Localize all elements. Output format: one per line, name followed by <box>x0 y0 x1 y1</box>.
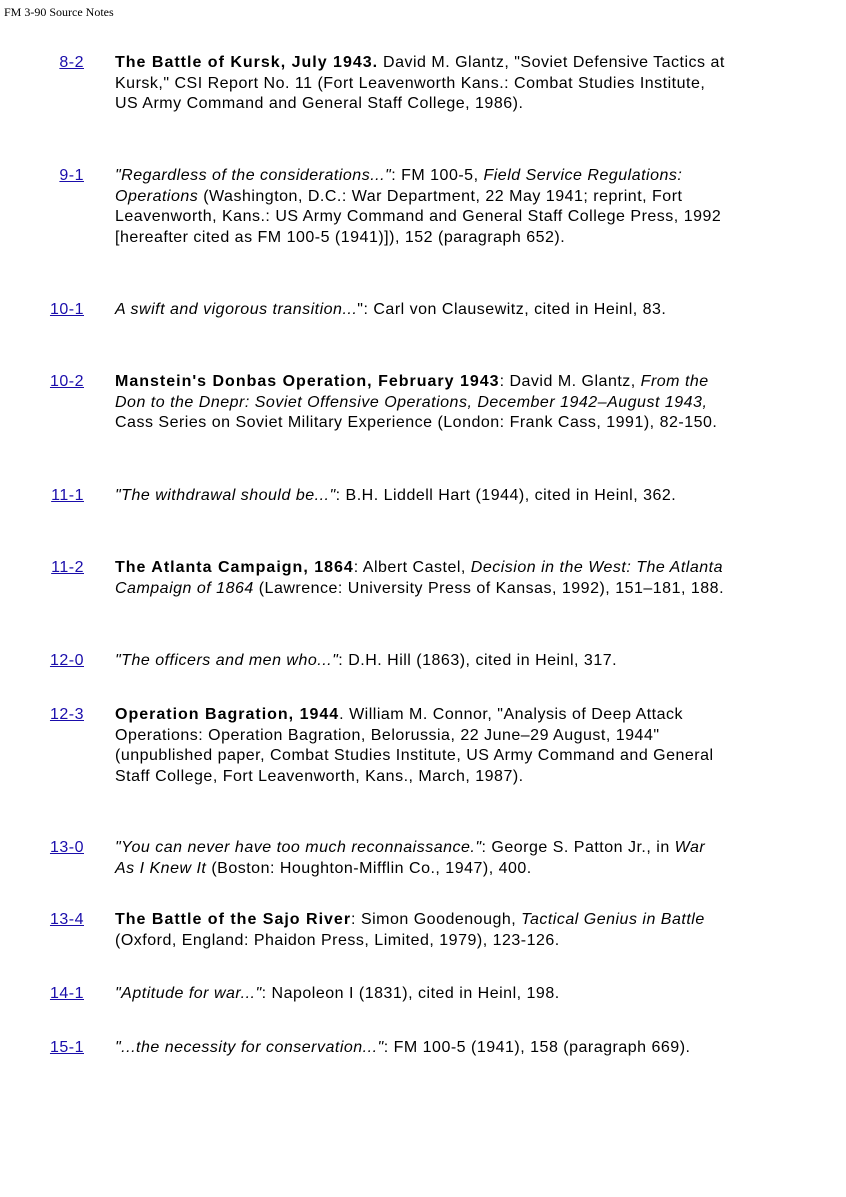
note-ref-link[interactable]: 9-1 <box>59 167 84 184</box>
note-title: Manstein's Donbas Operation, February 1943 <box>115 373 500 390</box>
page-header: FM 3-90 Source Notes <box>4 5 114 19</box>
note-ref-link[interactable]: 13-4 <box>49 911 84 928</box>
note-ref-link[interactable]: 10-1 <box>49 301 84 318</box>
note-ref-link[interactable]: 15-1 <box>49 1039 84 1056</box>
note-text: "...the necessity for conservation...": FM 100-5 (1941), 158 (paragraph 669). <box>115 1039 691 1056</box>
note-text: Manstein's Donbas Operation, February 1943: David M. Glantz, From the Don to the Dnepr: Soviet Offensive Operations, December 1942–August 1943, Cass Series on Soviet Military Experience (London: Frank Cass, 1991), 82-150. <box>115 373 718 431</box>
note-text: Operation Bagration, 1944. William M. Connor, "Analysis of Deep Attack Operations: Operation Bagration, Belorussia, 22 June–29 August, 1944" (unpublished paper, Combat Studies Institute, US Army Command and General Staff College, Fort Leavenworth, Kans., March, 1987). <box>115 706 714 785</box>
note-ref-link[interactable]: 12-3 <box>49 706 84 723</box>
note-ref-link[interactable]: 10-2 <box>49 373 84 390</box>
note-text: "The officers and men who...": D.H. Hill (1863), cited in Heinl, 317. <box>115 652 618 669</box>
note-title: The Atlanta Campaign, 1864 <box>115 559 354 576</box>
note-text: The Atlanta Campaign, 1864: Albert Castel, Decision in the West: The Atlanta Campaign of 1864 (Lawrence: University Press of Kansas, 1992), 151–181, 188. <box>115 559 725 597</box>
note-ref-link[interactable]: 11-2 <box>51 559 84 576</box>
note-text: "You can never have too much reconnaissance.": George S. Patton Jr., in War As I Knew It (Boston: Houghton-Mifflin Co., 1947), 400. <box>115 839 706 877</box>
note-ref-link[interactable]: 14-1 <box>49 985 84 1002</box>
note-text: "The withdrawal should be...": B.H. Liddell Hart (1944), cited in Heinl, 362. <box>115 487 677 504</box>
note-ref-link[interactable]: 8-2 <box>59 54 84 71</box>
note-text: The Battle of Kursk, July 1943. David M. Glantz, "Soviet Defensive Tactics at Kursk," CSI Report No. 11 (Fort Leavenworth Kans.: Combat Studies Institute, US Army Command and General Staff College, 1986). <box>115 54 725 112</box>
note-text: A swift and vigorous transition...": Carl von Clausewitz, cited in Heinl, 83. <box>115 301 667 318</box>
note-text: "Regardless of the considerations...": FM 100-5, Field Service Regulations: Operations (Washington, D.C.: War Department, 22 May 1941; reprint, Fort Leavenworth, Kans.: US Army Command and General Staff College Press, 1992 [hereafter cited as FM 100-5 (1941)]), 152 (paragraph 652). <box>115 167 722 246</box>
note-ref-link[interactable]: 13-0 <box>49 839 84 856</box>
note-text: The Battle of the Sajo River: Simon Goodenough, Tactical Genius in Battle (Oxford, England: Phaidon Press, Limited, 1979), 123-126. <box>115 911 705 949</box>
note-title: Operation Bagration, 1944 <box>115 706 340 723</box>
note-title: The Battle of the Sajo River <box>115 911 352 928</box>
note-ref-link[interactable]: 12-0 <box>49 652 84 669</box>
note-ref-link[interactable]: 11-1 <box>51 487 84 504</box>
note-title: The Battle of Kursk, July 1943. <box>115 54 379 71</box>
note-text: "Aptitude for war...": Napoleon I (1831), cited in Heinl, 198. <box>115 985 560 1002</box>
